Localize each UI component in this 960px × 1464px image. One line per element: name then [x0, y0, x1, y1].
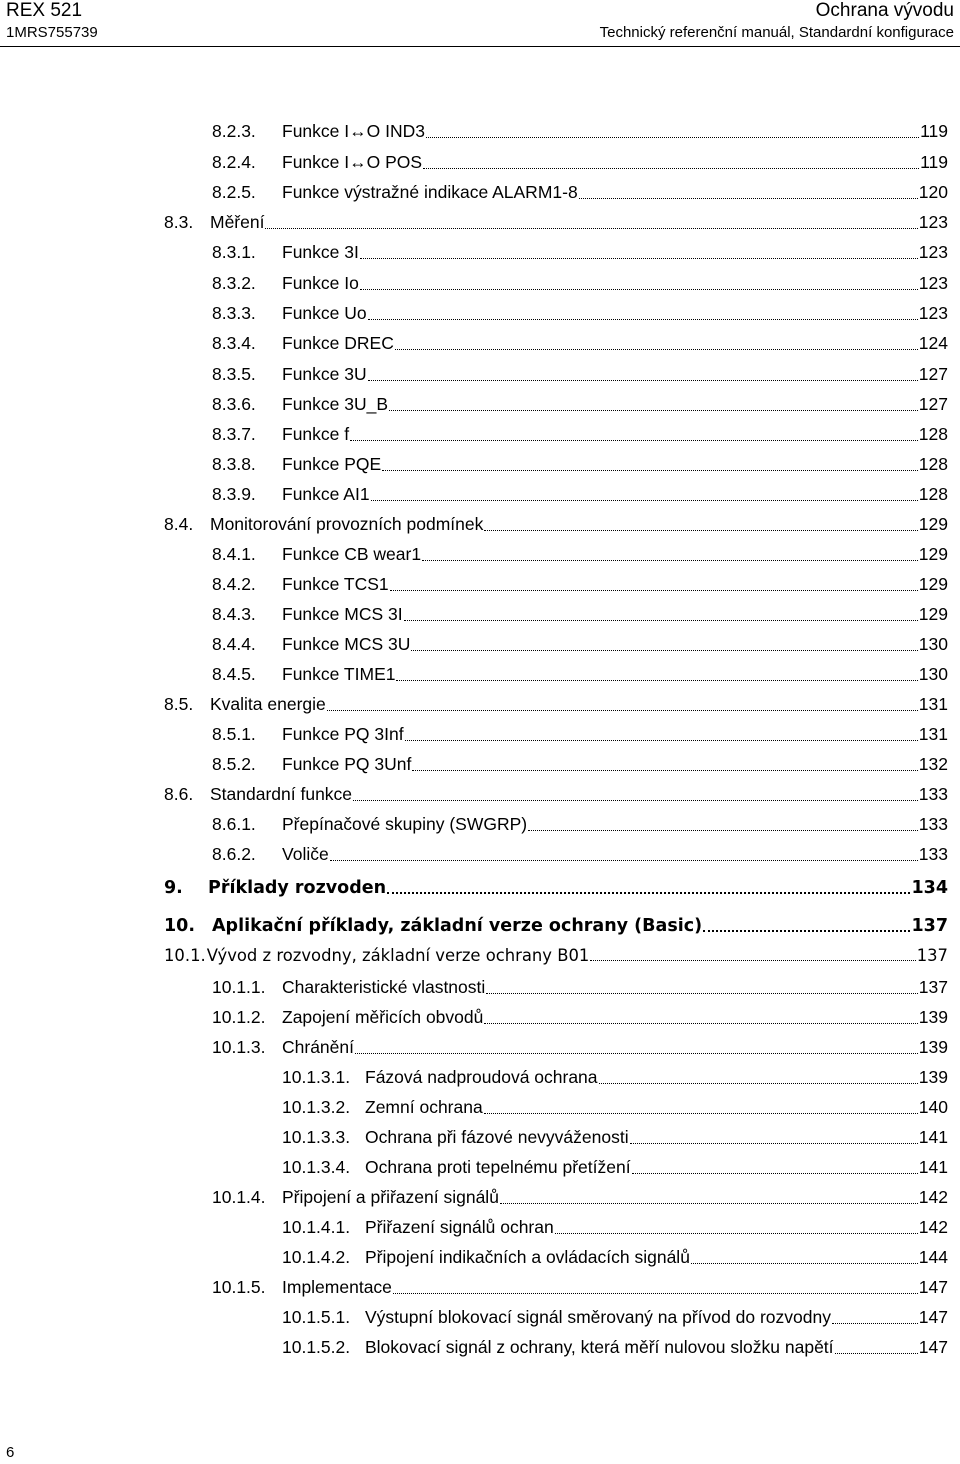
toc-dot-leader	[396, 680, 917, 681]
toc-dot-leader	[265, 228, 917, 229]
toc-entry-page: 119	[920, 121, 948, 141]
toc-entry[interactable]	[212, 634, 948, 655]
toc-entry-title: Funkce MCS 3U	[282, 634, 411, 654]
toc-entry-number: 10.1.5.1.	[282, 1307, 351, 1327]
toc-entry[interactable]	[282, 1247, 948, 1268]
toc-entry-page: 123	[918, 273, 948, 293]
toc-dot-leader	[411, 650, 917, 651]
toc-dot-leader	[579, 198, 918, 199]
toc-entry[interactable]	[212, 754, 948, 775]
toc-dot-leader	[703, 930, 910, 932]
toc-entry[interactable]	[212, 1277, 948, 1298]
toc-entry-title: Fázová nadproudová ochrana	[365, 1067, 598, 1087]
toc-entry-number: 8.2.4.	[212, 152, 256, 172]
toc-entry-number: 10.1.3.1.	[282, 1067, 351, 1087]
toc-entry[interactable]	[212, 182, 948, 203]
toc-dot-leader	[484, 1113, 918, 1114]
toc-entry[interactable]	[282, 1337, 948, 1358]
toc-entry[interactable]	[212, 814, 948, 835]
toc-entry[interactable]	[212, 544, 948, 565]
toc-dot-leader	[832, 1323, 918, 1324]
toc-entry-title: Přepínačové skupiny (SWGRP)	[282, 814, 528, 834]
toc-entry-page: 130	[918, 634, 948, 654]
toc-entry-title: Přiřazení signálů ochran	[365, 1217, 554, 1237]
toc-entry-title: Funkce Io	[282, 273, 359, 293]
toc-entry[interactable]	[212, 242, 948, 263]
toc-dot-leader	[422, 560, 918, 561]
toc-entry[interactable]	[282, 1217, 948, 1238]
toc-entry-page: 142	[918, 1187, 948, 1207]
toc-entry-number: 8.3.7.	[212, 424, 256, 444]
header-right	[600, 0, 954, 43]
toc-entry-page: 137	[916, 946, 948, 965]
toc-entry-title: Chránění	[282, 1037, 354, 1057]
toc-entry[interactable]	[212, 604, 948, 625]
toc-entry-page: 134	[911, 878, 948, 898]
toc-entry-page: 137	[918, 977, 948, 997]
toc-entry-number: 8.6.1.	[212, 814, 256, 834]
toc-entry-number: 8.3.2.	[212, 273, 256, 293]
toc-entry[interactable]	[212, 1037, 948, 1058]
toc-entry-page: 141	[918, 1127, 948, 1147]
toc-entry-page: 139	[918, 1067, 948, 1087]
toc-entry[interactable]	[212, 121, 948, 142]
toc-entry-title: Implementace	[282, 1277, 392, 1297]
toc-dot-leader	[500, 1203, 918, 1204]
toc-entry-number: 8.4.4.	[212, 634, 256, 654]
toc-entry-page: 137	[911, 916, 948, 936]
toc-entry-title: Příklady rozvoden	[208, 878, 387, 898]
toc-entry-page: 128	[918, 424, 948, 444]
toc-dot-leader	[555, 1233, 918, 1234]
toc-dot-leader	[599, 1083, 918, 1084]
toc-dot-leader	[330, 860, 918, 861]
toc-dot-leader	[423, 168, 919, 169]
toc-dot-leader	[390, 590, 918, 591]
toc-entry-title: Standardní funkce	[210, 784, 353, 804]
toc-entry-page: 128	[918, 484, 948, 504]
toc-dot-leader	[405, 740, 918, 741]
toc-dot-leader	[371, 500, 918, 501]
toc-entry-title: Výstupní blokovací signál směrovaný na přívod do rozvodny	[365, 1307, 831, 1327]
toc-entry-number: 10.1.	[164, 946, 206, 965]
toc-entry-number: 10.1.3.4.	[282, 1157, 351, 1177]
toc-entry-page: 147	[918, 1337, 948, 1357]
toc-entry[interactable]	[212, 333, 948, 354]
toc-entry[interactable]	[282, 1067, 948, 1088]
toc-entry-page: 131	[918, 724, 948, 744]
toc-entry-page: 132	[918, 754, 948, 774]
toc-entry[interactable]	[282, 1157, 948, 1178]
toc-entry-title: Ochrana při fázové nevyváženosti	[365, 1127, 629, 1147]
toc-entry-page: 144	[918, 1247, 948, 1267]
toc-entry-number: 8.6.2.	[212, 844, 256, 864]
toc-entry-number: 8.3.	[164, 212, 194, 232]
toc-entry-page: 123	[918, 212, 948, 232]
toc-entry-page: 128	[918, 454, 948, 474]
toc-entry-number: 10.1.4.1.	[282, 1217, 351, 1237]
toc-dot-leader	[360, 258, 918, 259]
toc-dot-leader	[630, 1143, 918, 1144]
toc-entry-title: Funkce Uo	[282, 303, 367, 323]
toc-entry-title: Funkce PQ 3Unf	[282, 754, 412, 774]
toc-entry-number: 8.4.2.	[212, 574, 256, 594]
toc-dot-leader	[590, 960, 915, 961]
toc-entry-title: Funkce 3U	[282, 364, 367, 384]
toc-entry-title: Funkce 3U_B	[282, 394, 389, 414]
toc-entry[interactable]	[212, 424, 948, 445]
toc-dot-leader	[632, 1173, 918, 1174]
toc-entry-title: Funkce PQE	[282, 454, 382, 474]
toc-entry[interactable]	[282, 1127, 948, 1148]
toc-entry[interactable]	[212, 724, 948, 745]
toc-entry-page: 130	[918, 664, 948, 684]
toc-entry-number: 8.3.6.	[212, 394, 256, 414]
toc-dot-leader	[486, 993, 918, 994]
toc-dot-leader	[389, 410, 918, 411]
toc-entry[interactable]	[164, 212, 948, 233]
toc-entry-page: 133	[918, 784, 948, 804]
toc-entry[interactable]	[212, 303, 948, 324]
toc-entry-number: 8.5.2.	[212, 754, 256, 774]
toc-entry[interactable]	[212, 1187, 948, 1208]
toc-entry-page: 131	[918, 694, 948, 714]
toc-entry[interactable]	[212, 844, 948, 865]
toc-entry-title: Připojení a přiřazení signálů	[282, 1187, 499, 1207]
toc-dot-leader	[393, 1293, 918, 1294]
toc-dot-leader	[691, 1263, 918, 1264]
product-title: REX 521	[6, 0, 83, 21]
toc-entry[interactable]	[164, 878, 948, 898]
toc-entry-title: Funkce DREC	[282, 333, 394, 353]
toc-dot-leader	[484, 530, 917, 531]
toc-entry[interactable]	[282, 1307, 948, 1328]
toc-entry-number: 10.1.5.2.	[282, 1337, 351, 1357]
toc-entry-page: 127	[918, 394, 948, 414]
document-code: 1MRS755739	[6, 24, 98, 41]
toc-dot-leader	[327, 710, 918, 711]
toc-entry-page: 120	[918, 182, 948, 202]
toc-entry-title: Funkce PQ 3Inf	[282, 724, 404, 744]
toc-entry-page: 129	[918, 574, 948, 594]
toc-entry[interactable]	[212, 454, 948, 475]
toc-entry[interactable]	[164, 946, 948, 965]
toc-entry-page: 123	[918, 303, 948, 323]
chapter-title: Ochrana vývodu	[815, 0, 954, 21]
toc-entry[interactable]	[164, 916, 948, 936]
toc-entry-title: Zemní ochrana	[365, 1097, 483, 1117]
toc-entry-title: Charakteristické vlastnosti	[282, 977, 486, 997]
toc-dot-leader	[368, 380, 918, 381]
toc-dot-leader	[350, 440, 918, 441]
toc-entry-title: Funkce I↔O IND3	[282, 121, 425, 141]
toc-entry-number: 8.3.5.	[212, 364, 256, 384]
toc-entry-title: Aplikační příklady, základní verze ochrany (Basic)	[212, 916, 703, 936]
toc-entry-number: 8.5.	[164, 694, 194, 714]
toc-entry-title: Vývod z rozvodny, základní verze ochrany B01	[206, 946, 590, 965]
toc-entry-number: 8.3.3.	[212, 303, 256, 323]
toc-entry[interactable]	[164, 514, 948, 535]
toc-entry-title: Funkce TIME1	[282, 664, 396, 684]
toc-entry-number: 10.1.3.	[212, 1037, 266, 1057]
toc-entry[interactable]	[212, 1007, 948, 1028]
toc-entry[interactable]	[212, 484, 948, 505]
toc-entry-number: 10.1.2.	[212, 1007, 266, 1027]
toc-entry-number: 10.1.5.	[212, 1277, 266, 1297]
toc-dot-leader	[835, 1353, 918, 1354]
toc-entry-number: 10.	[164, 916, 196, 936]
toc-dot-leader	[395, 349, 918, 350]
header-divider	[0, 46, 960, 47]
toc-entry-page: 124	[918, 333, 948, 353]
toc-entry-page: 141	[918, 1157, 948, 1177]
toc-entry-title: Měření	[210, 212, 265, 232]
toc-entry-page: 139	[918, 1037, 948, 1057]
toc-entry-page: 133	[918, 844, 948, 864]
toc-entry[interactable]	[212, 273, 948, 294]
toc-entry-number: 8.4.3.	[212, 604, 256, 624]
toc-entry-number: 8.5.1.	[212, 724, 256, 744]
toc-entry-page: 123	[918, 242, 948, 262]
toc-entry-title: Funkce MCS 3I	[282, 604, 403, 624]
toc-entry-title: Funkce výstražné indikace ALARM1-8	[282, 182, 578, 202]
toc-entry-number: 8.2.3.	[212, 121, 256, 141]
toc-entry-title: Funkce TCS1	[282, 574, 389, 594]
toc-entry-title: Ochrana proti tepelnému přetížení	[365, 1157, 631, 1177]
toc-dot-leader	[412, 770, 917, 771]
toc-entry-number: 8.4.1.	[212, 544, 256, 564]
toc-entry[interactable]	[212, 574, 948, 595]
toc-entry[interactable]	[212, 394, 948, 415]
toc-entry-page: 133	[918, 814, 948, 834]
toc-entry[interactable]	[212, 977, 948, 998]
toc-entry-number: 9.	[164, 878, 183, 898]
toc-entry-title: Kvalita energie	[210, 694, 326, 714]
toc-entry-title: Funkce I↔O POS	[282, 152, 423, 172]
toc-entry-number: 8.3.9.	[212, 484, 256, 504]
toc-entry-page: 142	[918, 1217, 948, 1237]
toc-entry-page: 147	[918, 1307, 948, 1327]
toc-dot-leader	[528, 830, 918, 831]
toc-entry-number: 10.1.3.2.	[282, 1097, 351, 1117]
toc-entry-number: 8.4.	[164, 514, 194, 534]
toc-entry-number: 10.1.4.2.	[282, 1247, 351, 1267]
toc-entry-number: 8.4.5.	[212, 664, 256, 684]
toc-entry-title: Funkce CB wear1	[282, 544, 422, 564]
toc-entry-title: Funkce AI1	[282, 484, 370, 504]
toc-entry-number: 8.2.5.	[212, 182, 256, 202]
manual-subtitle: Technický referenční manuál, Standardní konfigurace	[599, 24, 954, 41]
toc-entry-number: 8.6.	[164, 784, 194, 804]
toc-entry[interactable]	[212, 152, 948, 173]
toc-entry-number: 10.1.4.	[212, 1187, 266, 1207]
toc-entry-title: Voliče	[282, 844, 329, 864]
toc-dot-leader	[426, 137, 919, 138]
toc-dot-leader	[368, 319, 918, 320]
toc-entry-page: 140	[918, 1097, 948, 1117]
toc-entry-number: 10.1.1.	[212, 977, 266, 997]
toc-dot-leader	[484, 1023, 917, 1024]
toc-entry-number: 10.1.3.3.	[282, 1127, 351, 1147]
toc-entry-page: 119	[920, 152, 948, 172]
toc-entry-number: 8.3.4.	[212, 333, 256, 353]
toc-entry-title: Blokovací signál z ochrany, která měří nulovou složku napětí	[365, 1337, 834, 1357]
toc-entry-page: 129	[918, 604, 948, 624]
toc-dot-leader	[387, 892, 910, 894]
toc-dot-leader	[404, 620, 918, 621]
toc-dot-leader	[353, 800, 918, 801]
toc-entry-title: Připojení indikačních a ovládacích signálů	[365, 1247, 690, 1267]
toc-entry-page: 127	[918, 364, 948, 384]
toc-entry[interactable]	[164, 694, 948, 715]
toc-entry-page: 147	[918, 1277, 948, 1297]
toc-entry-number: 8.3.1.	[212, 242, 256, 262]
toc-entry-page: 139	[918, 1007, 948, 1027]
toc-entry-title: Funkce 3I	[282, 242, 359, 262]
page-number: 6	[6, 1444, 15, 1461]
toc-entry-title: Zapojení měřicích obvodů	[282, 1007, 484, 1027]
toc-dot-leader	[382, 470, 918, 471]
toc-entry-title: Monitorování provozních podmínek	[210, 514, 484, 534]
toc-entry[interactable]	[282, 1097, 948, 1118]
toc-entry-number: 8.3.8.	[212, 454, 256, 474]
toc-dot-leader	[360, 289, 918, 290]
toc-entry-page: 129	[918, 544, 948, 564]
toc-dot-leader	[355, 1053, 918, 1054]
toc-entry[interactable]	[212, 664, 948, 685]
toc-entry-page: 129	[918, 514, 948, 534]
toc-entry[interactable]	[164, 784, 948, 805]
toc-entry[interactable]	[212, 364, 948, 385]
toc-entry-title: Funkce f	[282, 424, 350, 444]
header-left	[6, 0, 98, 43]
